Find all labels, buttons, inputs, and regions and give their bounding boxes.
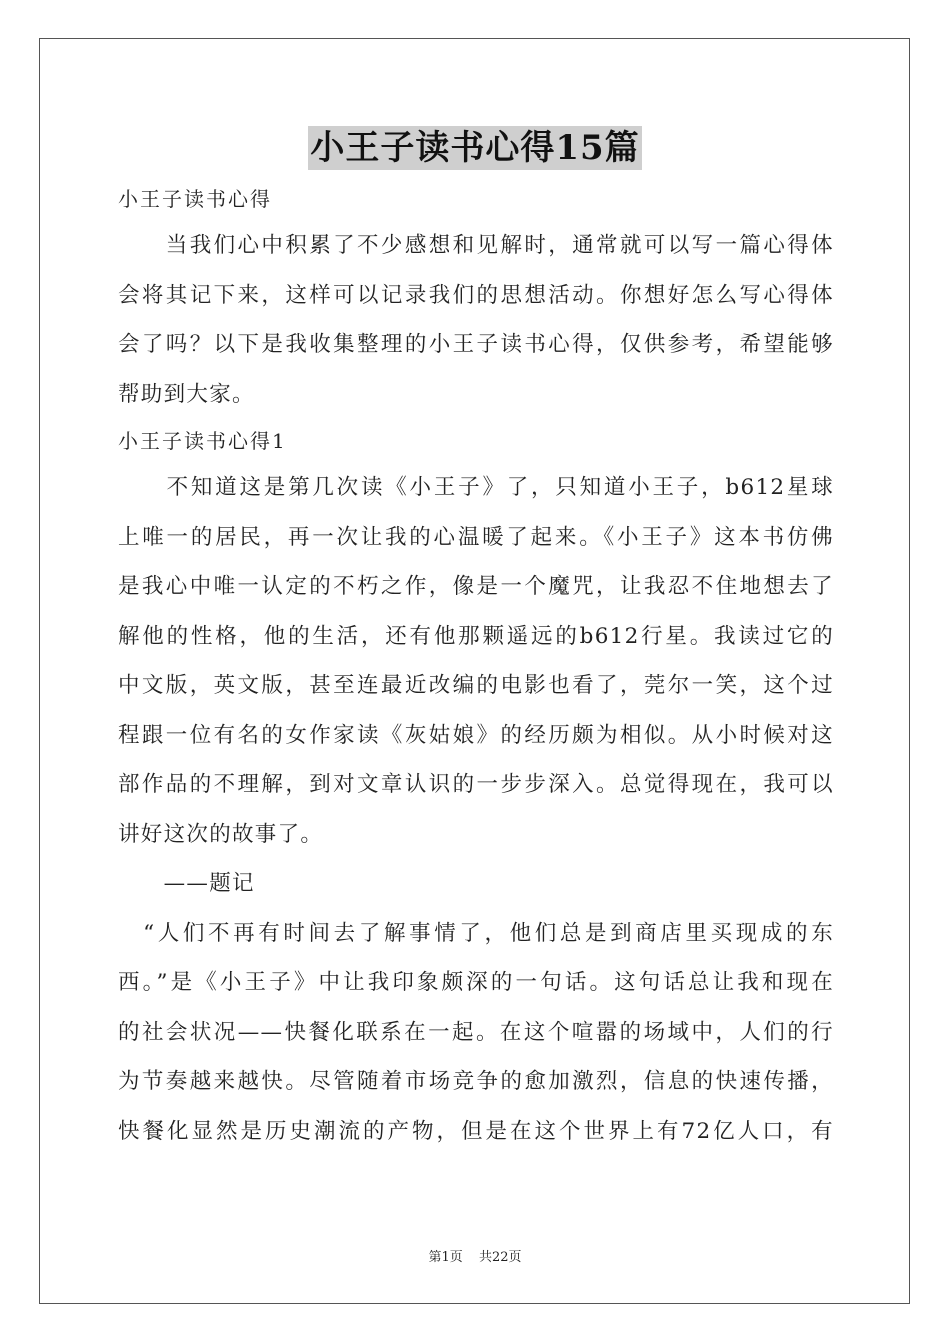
text-line: ——题记 [118, 871, 255, 896]
text-line: 为节奏越来越快。尽管随着市场竞争的愈加激烈，信息的快速传播， [118, 1069, 834, 1094]
text-line: 帮助到大家。 [118, 381, 255, 407]
text-line: 上唯一的居民，再一次让我的心温暖了起来。《小王子》这本书仿佛 [118, 524, 834, 550]
document-body [118, 177, 834, 1156]
section-heading: 小王子读书心得 [118, 187, 272, 211]
title-container [0, 126, 950, 170]
text-line: 西。”是《小王子》中让我印象颇深的一句话。这句话总让我和现在 [118, 970, 834, 995]
text-line: 是我心中唯一认定的不朽之作，像是一个魔咒，让我忍不住地想去了 [118, 574, 834, 599]
document-title: 小王子读书心得15篇 [310, 128, 640, 168]
page-total: 共22页 [478, 1250, 522, 1265]
text-line: 解他的性格，他的生活，还有他那颗遥远的b612行星。我读过它的 [118, 623, 834, 649]
text-line: 讲好这次的故事了。 [118, 821, 324, 847]
text-line: 中文版，英文版，甚至连最近改编的电影也看了，莞尔一笑，这个过 [118, 673, 834, 698]
text-line: 会了吗？以下是我收集整理的小王子读书心得，仅供参考，希望能够 [118, 332, 834, 357]
text-line: “人们不再有时间去了解事情了，他们总是到商店里买现成的东 [118, 920, 834, 946]
page-footer [0, 1246, 950, 1265]
text-line: 部作品的不理解，到对文章认识的一步步深入。总觉得现在，我可以 [118, 772, 834, 797]
text-line: 的社会状况——快餐化联系在一起。在这个喧嚣的场域中，人们的行 [118, 1019, 834, 1045]
text-line: 不知道这是第几次读《小王子》了，只知道小王子，b612星球 [118, 475, 834, 500]
text-line: 快餐化显然是历史潮流的产物，但是在这个世界上有72亿人口，有 [118, 1118, 834, 1144]
text-line: 当我们心中积累了不少感想和见解时，通常就可以写一篇心得体 [118, 233, 834, 258]
page-number: 第1页 [428, 1250, 463, 1265]
text-line: 会将其记下来，这样可以记录我们的思想活动。你想好怎么写心得体 [118, 282, 834, 308]
section-heading: 小王子读书心得1 [118, 429, 287, 453]
text-line: 程跟一位有名的女作家读《灰姑娘》的经历颇为相似。从小时候对这 [118, 722, 834, 748]
